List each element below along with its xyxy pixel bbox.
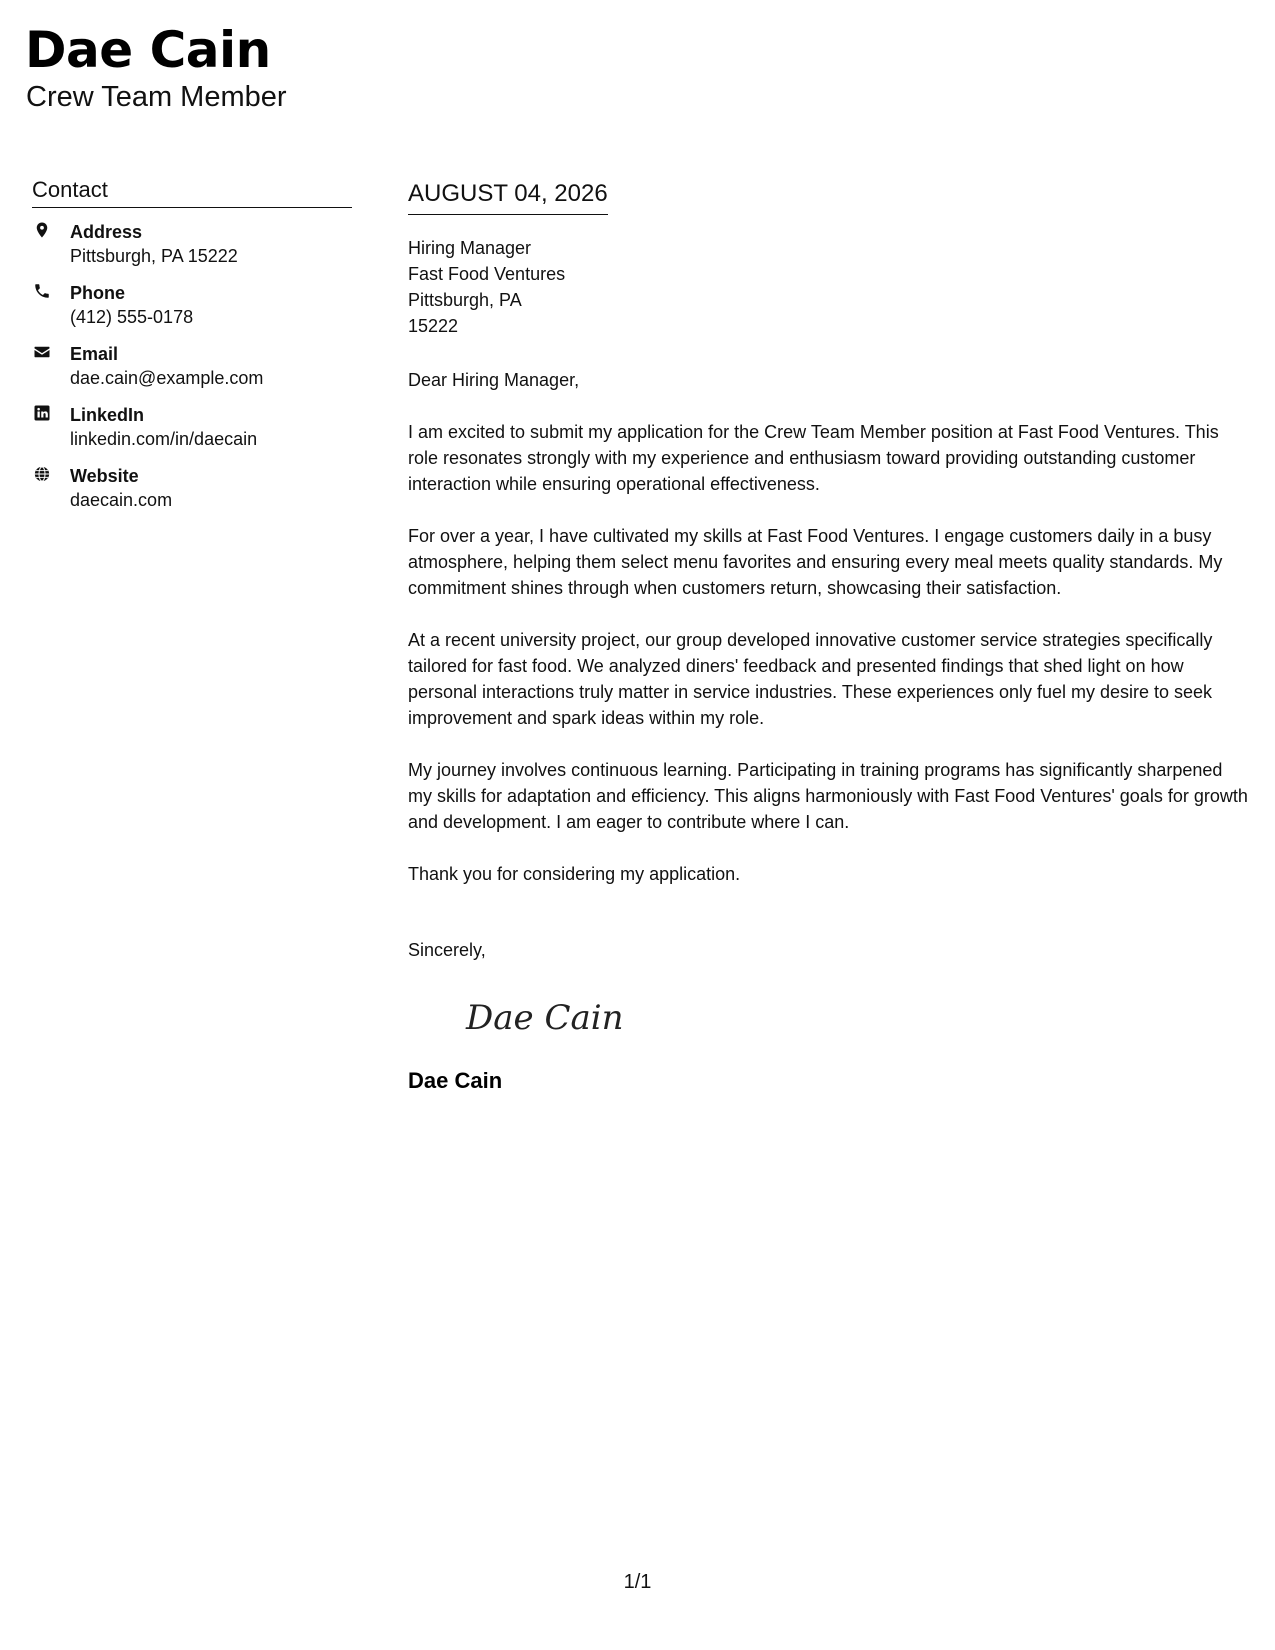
recipient-line: Fast Food Ventures: [408, 264, 566, 284]
recipient-line: Hiring Manager: [408, 238, 532, 258]
contact-label-linkedin: LinkedIn: [70, 405, 145, 425]
globe-icon: [32, 464, 52, 484]
page-number: 1/1: [623, 1571, 652, 1593]
contact-phone: [32, 281, 352, 329]
contact-label-address: Address: [70, 222, 143, 242]
contact-label-website: Website: [70, 466, 139, 486]
header: [25, 22, 287, 114]
contact-label-email: Email: [70, 344, 119, 364]
closing: Sincerely,: [408, 940, 486, 960]
closing-block: [408, 937, 1248, 1095]
body-paragraph: For over a year, I have cultivated my skills at Fast Food Ventures. I engage customers daily in a busy atmosphere, helping them select menu favorites and ensuring every meal meets quality standards. My commitment shines through when customers return, showcasing their satisfaction.: [408, 526, 1223, 598]
contact-address: [32, 220, 352, 268]
contact-value-address: Pittsburgh, PA 15222: [70, 246, 238, 266]
greeting: Dear Hiring Manager,: [408, 370, 580, 390]
contact-value-website: daecain.com: [70, 490, 173, 510]
signature-text: Dae Cain: [466, 998, 624, 1038]
recipient-line: 15222: [408, 316, 459, 336]
applicant-name: Dae Cain: [25, 21, 271, 79]
recipient-block: [408, 235, 1248, 339]
contact-label-phone: Phone: [70, 283, 126, 303]
contact-value-email: dae.cain@example.com: [70, 368, 264, 388]
map-pin-icon: [32, 220, 52, 240]
contact-section-title: Contact: [32, 176, 352, 208]
linkedin-icon: [32, 403, 52, 423]
contact-linkedin: [32, 403, 352, 451]
letter-date: AUGUST 04, 2026: [408, 178, 608, 215]
applicant-title: Crew Team Member: [26, 81, 287, 113]
body-paragraph: At a recent university project, our group developed innovative customer service strategies specifically tailored for fast food. We analyzed diners' feedback and presented findings that shed light on how personal interactions truly matter in service industries. These experiences only fuel my desire to seek improvement and spark ideas within my role.: [408, 630, 1213, 728]
contact-sidebar: [32, 176, 352, 525]
body-paragraph: I am excited to submit my application for the Crew Team Member position at Fast Food Ventures. This role resonates strongly with my experience and enthusiasm toward providing outstanding customer interaction while ensuring operational effectiveness.: [408, 422, 1219, 494]
recipient-line: Pittsburgh, PA: [408, 290, 522, 310]
contact-website: [32, 464, 352, 512]
letter-body: [408, 178, 1248, 1095]
envelope-icon: [32, 342, 52, 362]
phone-icon: [32, 281, 52, 301]
signature-image: [462, 987, 632, 1047]
body-paragraph: My journey involves continuous learning. Participating in training programs has significantly sharpened my skills for adaptation and efficiency. This aligns harmoniously with Fast Food Ventures' goals for growth and development. I am eager to contribute where I can.: [408, 760, 1248, 832]
body-paragraph: Thank you for considering my application.: [408, 864, 741, 884]
contact-value-linkedin: linkedin.com/in/daecain: [70, 429, 258, 449]
signer-name: Dae Cain: [408, 1068, 503, 1093]
contact-value-phone: (412) 555-0178: [70, 307, 194, 327]
contact-email: [32, 342, 352, 390]
